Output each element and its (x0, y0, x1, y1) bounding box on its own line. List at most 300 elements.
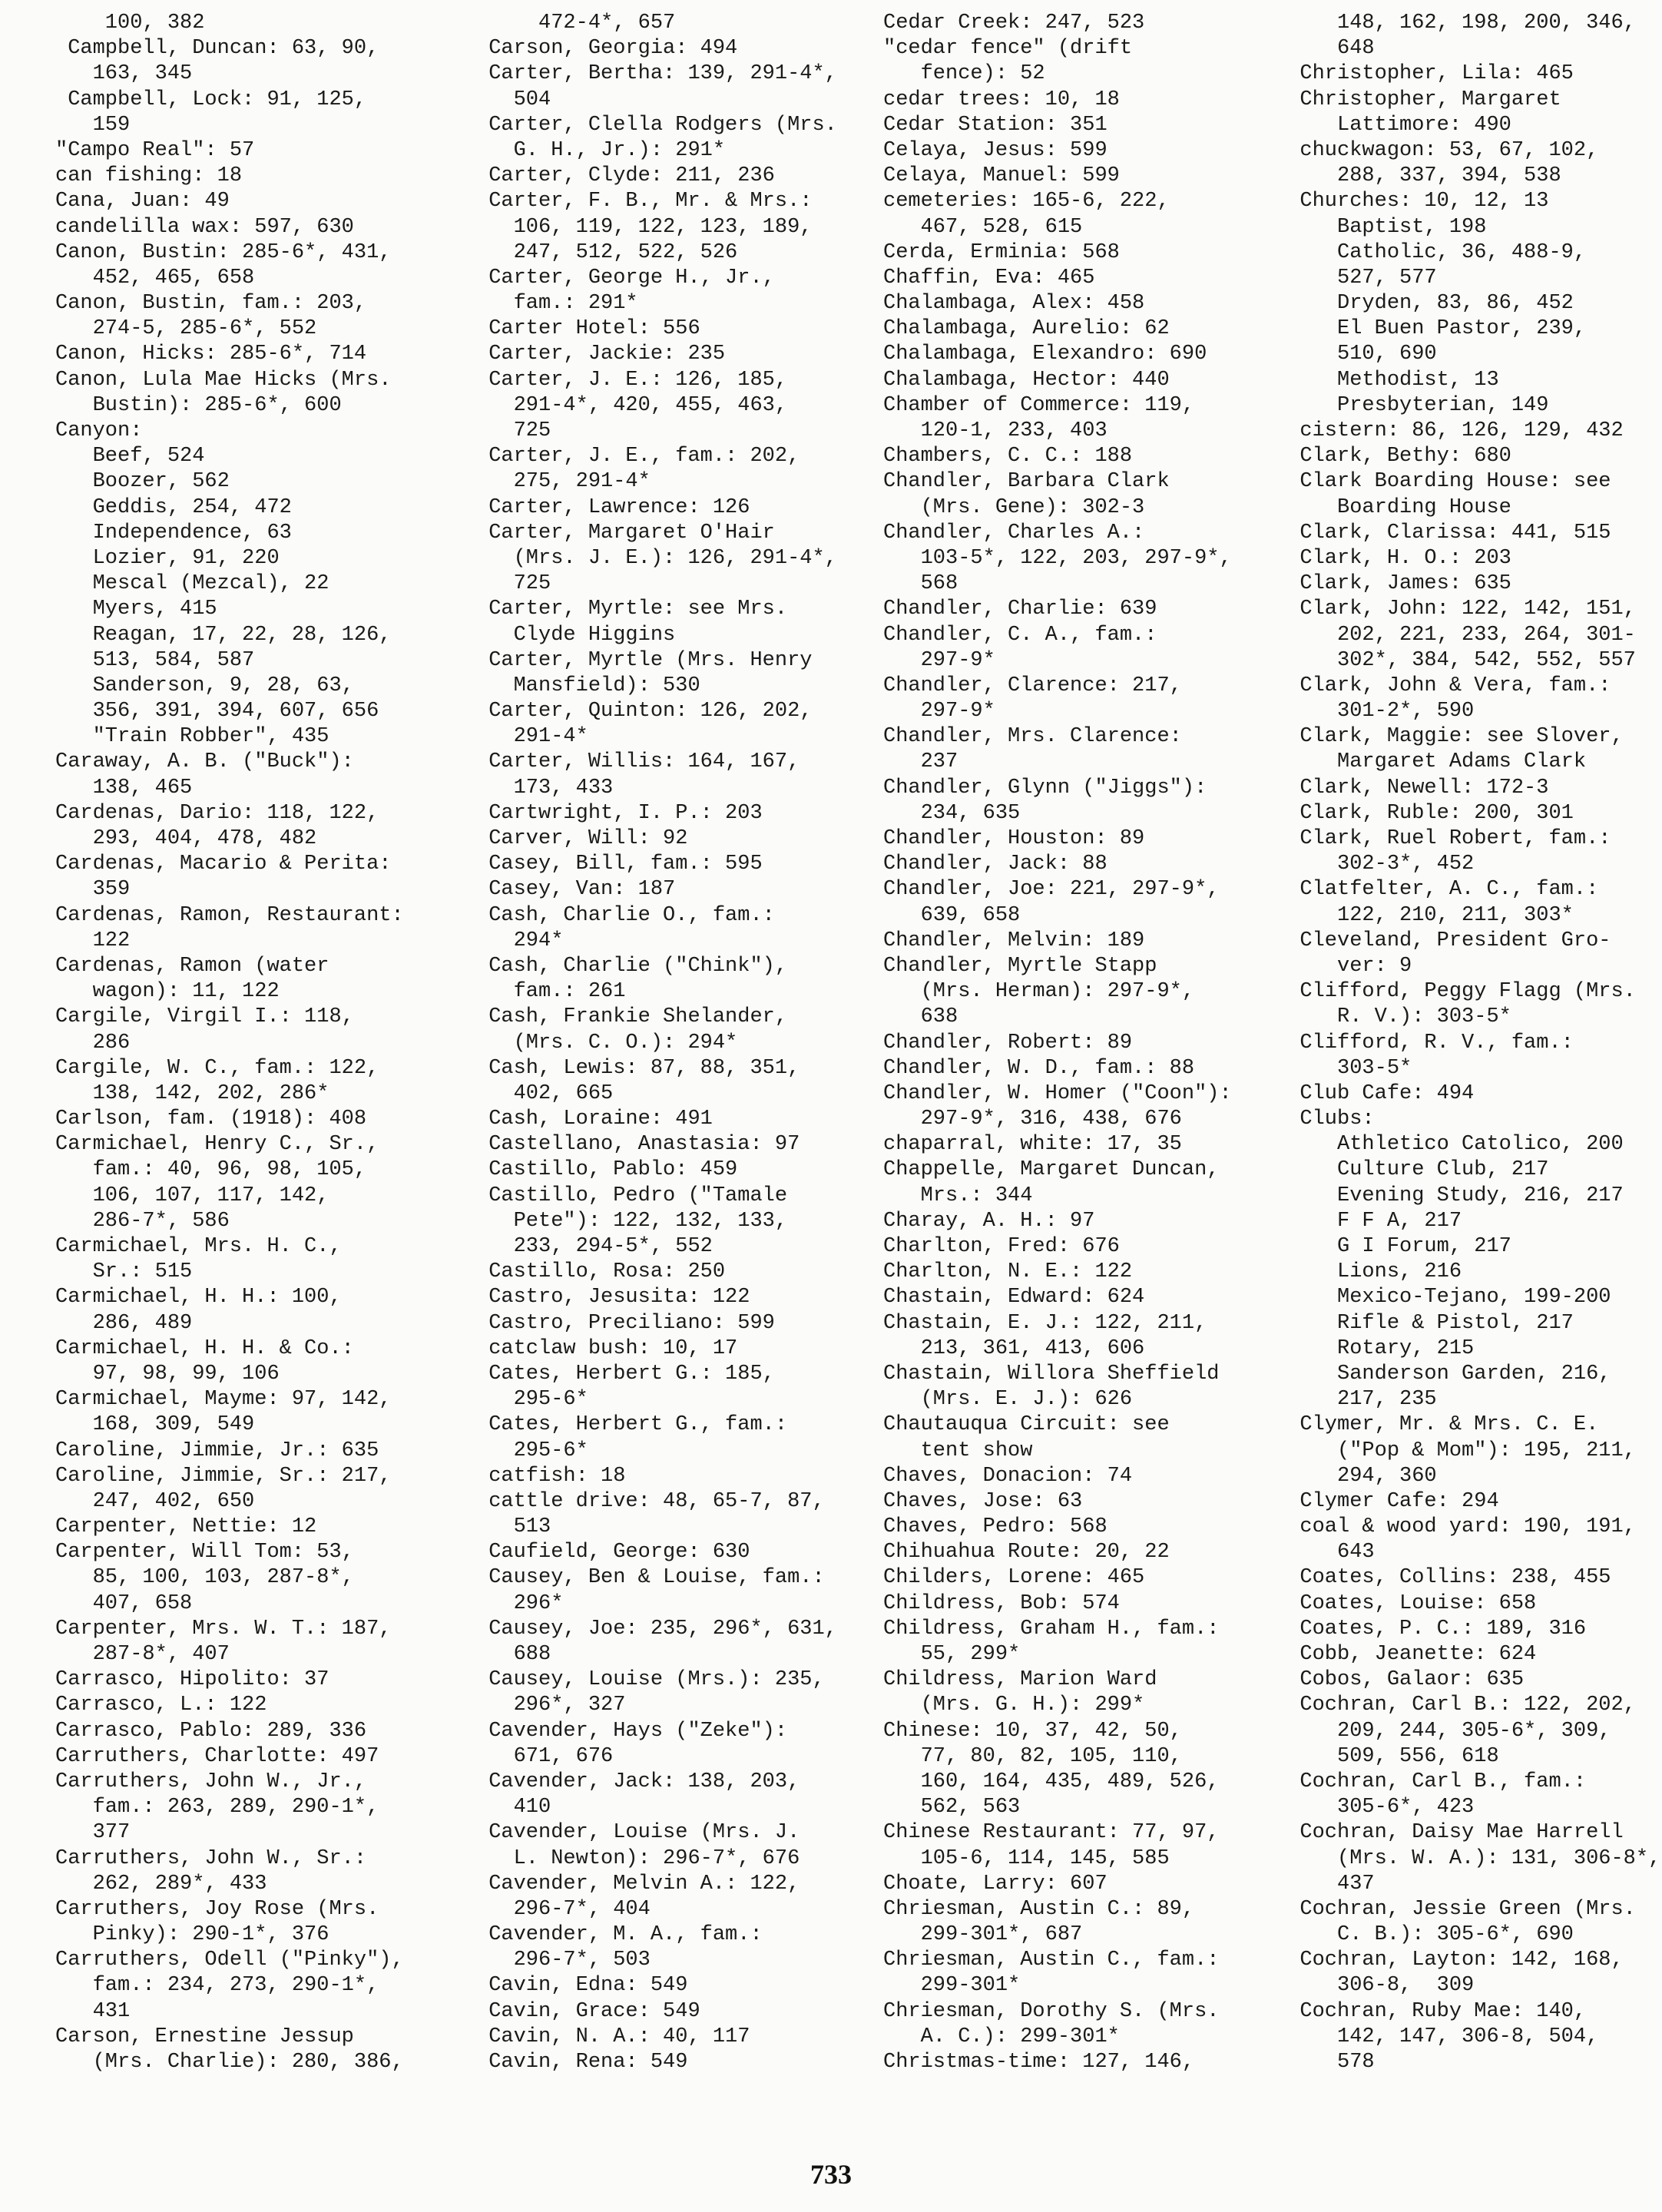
index-entry-line: Clark, Newell: 172-3 (1275, 776, 1549, 800)
index-entry-line: Christopher, Margaret (1275, 88, 1561, 111)
index-entry-line: Carmichael, Henry C., Sr., (55, 1133, 379, 1157)
index-entry-line: cistern: 86, 126, 129, 432 (1275, 419, 1624, 442)
index-entry-line: Culture Club, 217 (1275, 1158, 1549, 1182)
index-entry-line: Charlton, Fred: 676 (883, 1235, 1120, 1258)
index-entry-line: Chaves, Jose: 63 (883, 1489, 1083, 1513)
index-entry-line: Reagan, 17, 22, 28, 126, (55, 623, 392, 647)
index-entry-line: Chalambaga, Hector: 440 (883, 368, 1170, 392)
index-entry-line: Beef, 524 (55, 445, 205, 469)
index-entry-line: Carter, Jackie: 235 (476, 343, 726, 366)
index-entry-line: Carter, F. B., Mr. & Mrs.: (476, 190, 813, 214)
index-entry-line: Cochran, Ruby Mae: 140, (1275, 1999, 1587, 2023)
index-entry-line: fence): 52 (883, 62, 1045, 86)
index-entry-line: R. V.): 303-5* (1275, 1005, 1511, 1029)
index-entry-line: can fishing: 18 (55, 164, 243, 188)
index-entry-line: Cash, Charlie ("Chink"), (476, 954, 788, 978)
index-entry-line: G I Forum, 217 (1275, 1235, 1511, 1258)
index-entry-line: ("Pop & Mom"): 195, 211, (1275, 1439, 1636, 1462)
index-entry-line: 163, 345 (55, 62, 193, 86)
index-entry-line: 233, 294-5*, 552 (476, 1235, 713, 1258)
index-entry-line: Carver, Will: 92 (476, 827, 688, 850)
index-entry-line: Chandler, Jack: 88 (883, 853, 1107, 876)
index-entry-line: Cardenas, Macario & Perita: (55, 853, 392, 876)
index-entry-line: (Mrs. G. H.): 299* (883, 1694, 1145, 1717)
index-entry-line: Baptist, 198 (1275, 215, 1487, 239)
index-entry-line: 527, 577 (1275, 266, 1437, 290)
index-entry-line: 568 (883, 572, 958, 596)
index-entry-line: 288, 337, 394, 538 (1275, 164, 1561, 188)
index-entry-line: Cobb, Jeanette: 624 (1275, 1643, 1537, 1666)
index-entry-line: 510, 690 (1275, 343, 1437, 366)
index-entry-line: 299-301*, 687 (883, 1923, 1083, 1947)
index-entry-line: Mansfield): 530 (476, 674, 700, 697)
index-entry-line: Rotary, 215 (1275, 1336, 1475, 1360)
index-entry-line: Carter, Quinton: 126, 202, (476, 700, 813, 724)
index-entry-line: Caufield, George: 630 (476, 1541, 750, 1565)
index-entry-line: Chandler, Barbara Clark (883, 470, 1170, 494)
index-entry-line: Carter, Myrtle (Mrs. Henry (476, 648, 813, 672)
index-entry-line: Charay, A. H.: 97 (883, 1209, 1095, 1233)
index-entry-line: Sr.: 515 (55, 1260, 193, 1284)
index-entry-line: Chaffin, Eva: 465 (883, 266, 1095, 290)
index-entry-line: 106, 119, 122, 123, 189, (476, 215, 813, 239)
index-entry-line: 296*, 327 (476, 1694, 626, 1717)
index-column-4 (1275, 11, 1659, 2075)
index-entry-line: Carruthers, John W., Sr.: (55, 1846, 367, 1870)
index-entry-line: Campbell, Lock: 91, 125, (55, 88, 367, 111)
index-entry-line: 504 (476, 88, 551, 111)
index-entry-line: 85, 100, 103, 287-8*, (55, 1566, 354, 1590)
index-entry-line: Dryden, 83, 86, 452 (1275, 292, 1574, 316)
index-entry-line: Cavender, M. A., fam.: (476, 1923, 763, 1947)
index-entry-line: Cargile, Virgil I.: 118, (55, 1005, 354, 1029)
index-entry-line: Pinky): 290-1*, 376 (55, 1923, 329, 1947)
index-entry-line: candelilla wax: 597, 630 (55, 215, 354, 239)
index-entry-line: Childress, Graham H., fam.: (883, 1617, 1220, 1641)
index-entry-line: 377 (55, 1821, 131, 1845)
index-entry-line: Methodist, 13 (1275, 368, 1499, 392)
index-entry-line: Cargile, W. C., fam.: 122, (55, 1056, 379, 1080)
index-entry-line: wagon): 11, 122 (55, 980, 280, 1004)
index-entry-line: Childers, Lorene: 465 (883, 1566, 1145, 1590)
index-entry-line: 247, 512, 522, 526 (476, 240, 738, 264)
index-entry-line: 295-6* (476, 1439, 588, 1462)
index-column-1 (55, 11, 439, 2075)
index-entry-line: Coates, P. C.: 189, 316 (1275, 1617, 1587, 1641)
index-entry-line: coal & wood yard: 190, 191, (1275, 1515, 1636, 1539)
index-column-2 (476, 11, 876, 2075)
index-entry-line: 160, 164, 435, 489, 526, (883, 1770, 1220, 1793)
index-entry-line: Independence, 63 (55, 521, 292, 545)
index-entry-line: 402, 665 (476, 1081, 614, 1105)
index-entry-line: 138, 142, 202, 286* (55, 1081, 329, 1105)
index-entry-line: Geddis, 254, 472 (55, 495, 292, 519)
index-entry-line: 247, 402, 650 (55, 1489, 255, 1513)
index-entry-line: Mrs.: 344 (883, 1184, 1033, 1207)
index-entry-line: 100, 382 (55, 12, 205, 35)
index-entry-line: 286 (55, 1031, 131, 1055)
index-entry-line: Campbell, Duncan: 63, 90, (55, 37, 379, 61)
index-entry-line: Cash, Lewis: 87, 88, 351, (476, 1056, 800, 1080)
index-entry-line: Casey, Van: 187 (476, 878, 676, 902)
index-entry-line: Cash, Charlie O., fam.: (476, 903, 775, 927)
index-entry-line: Cavin, Rena: 549 (476, 2051, 688, 2074)
index-entry-line: cemeteries: 165-6, 222, (883, 190, 1170, 214)
index-entry-line: Cavender, Louise (Mrs. J. (476, 1821, 800, 1845)
index-entry-line: Castillo, Pedro ("Tamale (476, 1184, 788, 1207)
index-entry-line: Clark, John: 122, 142, 151, (1275, 598, 1636, 621)
index-entry-line: Carruthers, Odell ("Pinky"), (55, 1949, 404, 1972)
index-entry-line: 297-9*, 316, 438, 676 (883, 1108, 1182, 1131)
index-entry-line: Chandler, Mrs. Clarence: (883, 725, 1182, 749)
index-entry-line: (Mrs. Herman): 297-9*, (883, 980, 1195, 1004)
index-entry-line: Cates, Herbert G., fam.: (476, 1413, 788, 1437)
index-entry-line: Chaves, Donacion: 74 (883, 1464, 1133, 1488)
index-entry-line: (Mrs. J. E.): 126, 291-4*, (476, 546, 837, 570)
index-entry-line: Carpenter, Mrs. W. T.: 187, (55, 1617, 392, 1641)
index-entry-line: Chandler, C. A., fam.: (883, 623, 1157, 647)
index-entry-line: Clyde Higgins (476, 623, 676, 647)
index-entry-line: 55, 299* (883, 1643, 1021, 1666)
index-entry-line: Carter, Bertha: 139, 291-4*, (476, 62, 837, 86)
index-entry-line: Carrasco, Pablo: 289, 336 (55, 1719, 367, 1743)
index-entry-line: Clymer, Mr. & Mrs. C. E. (1275, 1413, 1599, 1437)
index-entry-line: Chandler, Robert: 89 (883, 1031, 1133, 1055)
index-entry-line: Cardenas, Dario: 118, 122, (55, 801, 379, 825)
index-entry-line: 407, 658 (55, 1591, 193, 1615)
index-entry-line: 120-1, 233, 403 (883, 419, 1107, 442)
index-entry-line: 671, 676 (476, 1744, 614, 1768)
index-entry-line: Carter, Clella Rodgers (Mrs. (476, 113, 837, 137)
index-entry-line: Cardenas, Ramon (water (55, 954, 329, 978)
index-entry-line: Chriesman, Austin C.: 89, (883, 1897, 1195, 1921)
index-entry-line: Cavin, Edna: 549 (476, 1974, 688, 1998)
index-entry-line: Carson, Georgia: 494 (476, 37, 738, 61)
index-entry-line: 213, 361, 413, 606 (883, 1336, 1145, 1360)
index-entry-line: 122, 210, 211, 303* (1275, 903, 1574, 927)
index-entry-line: Carrasco, L.: 122 (55, 1694, 267, 1717)
index-entry-line: Chastain, Willora Sheffield (883, 1362, 1220, 1386)
index-entry-line: Sanderson, 9, 28, 63, (55, 674, 354, 697)
index-entry-line: 431 (55, 1999, 131, 2023)
index-entry-line: 122 (55, 929, 131, 952)
index-entry-line: Clark, H. O.: 203 (1275, 546, 1511, 570)
index-entry-line: 297-9* (883, 648, 995, 672)
index-entry-line: 688 (476, 1643, 551, 1666)
index-entry-line: Club Cafe: 494 (1275, 1081, 1475, 1105)
index-entry-line: Cochran, Carl B., fam.: (1275, 1770, 1587, 1793)
index-entry-line: 296-7*, 404 (476, 1897, 651, 1921)
index-entry-line: 291-4*, 420, 455, 463, (476, 393, 788, 417)
index-entry-line: Chappelle, Margaret Duncan, (883, 1158, 1220, 1182)
index-entry-line: Sanderson Garden, 216, (1275, 1362, 1611, 1386)
index-entry-line: Cochran, Jessie Green (Mrs. (1275, 1897, 1636, 1921)
index-entry-line: Carter, J. E.: 126, 185, (476, 368, 788, 392)
index-entry-line: Chandler, Joe: 221, 297-9*, (883, 878, 1220, 902)
index-entry-line: (Mrs. W. A.): 131, 306-8*, (1275, 1846, 1661, 1870)
index-entry-line: Canyon: (55, 419, 143, 442)
index-entry-line: Clymer Cafe: 294 (1275, 1489, 1499, 1513)
index-entry-line: Chambers, C. C.: 188 (883, 445, 1133, 469)
index-entry-line: Chandler, W. D., fam.: 88 (883, 1056, 1195, 1080)
index-entry-line: 202, 221, 233, 264, 301- (1275, 623, 1636, 647)
index-entry-line: Celaya, Jesus: 599 (883, 138, 1107, 162)
index-entry-line: 142, 147, 306-8, 504, (1275, 2025, 1599, 2048)
index-entry-line: Carter, Clyde: 211, 236 (476, 164, 775, 188)
index-entry-line: Carruthers, Charlotte: 497 (55, 1744, 379, 1768)
index-entry-line: "Campo Real": 57 (55, 138, 255, 162)
index-entry-line: Charlton, N. E.: 122 (883, 1260, 1133, 1284)
index-entry-line: Caraway, A. B. ("Buck"): (55, 750, 354, 774)
index-entry-line: Chautauqua Circuit: see (883, 1413, 1170, 1437)
index-entry-line: Pete"): 122, 132, 133, (476, 1209, 788, 1233)
index-entry-line: 293, 404, 478, 482 (55, 827, 317, 850)
index-entry-line: 302*, 384, 542, 552, 557 (1275, 648, 1636, 672)
index-entry-line: Cleveland, President Gro- (1275, 929, 1611, 952)
index-entry-line: 356, 391, 394, 607, 656 (55, 700, 379, 724)
index-entry-line: 275, 291-4* (476, 470, 651, 494)
index-entry-line: Clark, James: 635 (1275, 572, 1511, 596)
index-entry-line: Chandler, W. Homer ("Coon"): (883, 1081, 1232, 1105)
index-entry-line: Catholic, 36, 488-9, (1275, 240, 1587, 264)
index-entry-line: 513, 584, 587 (55, 648, 255, 672)
index-entry-line: 234, 635 (883, 801, 1021, 825)
index-entry-line: Carter, Willis: 164, 167, (476, 750, 800, 774)
index-entry-line: Chandler, Charles A.: (883, 521, 1145, 545)
index-entry-line: Clark, Clarissa: 441, 515 (1275, 521, 1611, 545)
index-entry-line: "cedar fence" (drift (883, 37, 1133, 61)
index-entry-line: Christmas-time: 127, 146, (883, 2051, 1195, 2074)
index-entry-line: 105-6, 114, 145, 585 (883, 1846, 1170, 1870)
index-entry-line: Cedar Station: 351 (883, 113, 1107, 137)
index-entry-line: Chandler, Houston: 89 (883, 827, 1145, 850)
index-entry-line: 138, 465 (55, 776, 193, 800)
index-entry-line: Cavender, Melvin A.: 122, (476, 1872, 800, 1896)
index-entry-line: Causey, Joe: 235, 296*, 631, (476, 1617, 837, 1641)
index-entry-line: 274-5, 285-6*, 552 (55, 317, 317, 341)
index-entry-line: (Mrs. C. O.): 294* (476, 1031, 738, 1055)
index-entry-line: Cobos, Galaor: 635 (1275, 1668, 1525, 1692)
index-entry-line: 639, 658 (883, 903, 1021, 927)
index-entry-line: Chalambaga, Elexandro: 690 (883, 343, 1207, 366)
index-entry-line: Cerda, Erminia: 568 (883, 240, 1120, 264)
index-entry-line: 305-6*, 423 (1275, 1796, 1475, 1820)
page-number: 733 (810, 2159, 852, 2190)
index-entry-line: Causey, Ben & Louise, fam.: (476, 1566, 825, 1590)
index-entry-line: L. Newton): 296-7*, 676 (476, 1846, 800, 1870)
index-entry-line: Chandler, Clarence: 217, (883, 674, 1182, 697)
index-entry-line: Carter, George H., Jr., (476, 266, 775, 290)
index-entry-line: 237 (883, 750, 958, 774)
index-entry-line: Carter, Lawrence: 126 (476, 495, 750, 519)
index-entry-line: 173, 433 (476, 776, 614, 800)
index-entry-line: 297-9* (883, 700, 995, 724)
index-entry-line: 725 (476, 419, 551, 442)
index-entry-line: Carmichael, H. H. & Co.: (55, 1336, 354, 1360)
index-entry-line: 217, 235 (1275, 1388, 1437, 1412)
index-entry-line: Cavin, N. A.: 40, 117 (476, 2025, 750, 2048)
index-entry-line: Clark, Bethy: 680 (1275, 445, 1511, 469)
index-entry-line: "Train Robber", 435 (55, 725, 329, 749)
index-entry-line: Lions, 216 (1275, 1260, 1462, 1284)
index-entry-line: tent show (883, 1439, 1033, 1462)
index-column-3 (883, 11, 1290, 2075)
index-entry-line: 648 (1275, 37, 1375, 61)
index-entry-line: 301-2*, 590 (1275, 700, 1475, 724)
index-entry-line: C. B.): 305-6*, 690 (1275, 1923, 1574, 1947)
index-entry-line: Caroline, Jimmie, Sr.: 217, (55, 1464, 392, 1488)
index-entry-line: Bustin): 285-6*, 600 (55, 393, 342, 417)
index-entry-line: Chamber of Commerce: 119, (883, 393, 1195, 417)
index-entry-line: Carruthers, John W., Jr., (55, 1770, 367, 1793)
index-entry-line: Chriesman, Austin C., fam.: (883, 1949, 1220, 1972)
index-entry-line: Carpenter, Nettie: 12 (55, 1515, 317, 1539)
index-entry-line: 296-7*, 503 (476, 1949, 651, 1972)
index-entry-line: 294* (476, 929, 564, 952)
index-entry-line: Carlson, fam. (1918): 408 (55, 1108, 367, 1131)
index-entry-line: 262, 289*, 433 (55, 1872, 267, 1896)
index-entry-line: Chandler, Melvin: 189 (883, 929, 1145, 952)
index-entry-line: Carter, J. E., fam.: 202, (476, 445, 800, 469)
index-entry-line: 106, 107, 117, 142, (55, 1184, 329, 1207)
index-entry-line: Canon, Lula Mae Hicks (Mrs. (55, 368, 392, 392)
index-entry-line: fam.: 291* (476, 292, 638, 316)
index-entry-line: 638 (883, 1005, 958, 1029)
index-entry-line: Cedar Creek: 247, 523 (883, 12, 1145, 35)
index-entry-line: Chandler, Glynn ("Jiggs"): (883, 776, 1207, 800)
index-entry-line: 296* (476, 1591, 564, 1615)
index-entry-line: Margaret Adams Clark (1275, 750, 1587, 774)
index-entry-line: 77, 80, 82, 105, 110, (883, 1744, 1182, 1768)
index-entry-line: Rifle & Pistol, 217 (1275, 1311, 1574, 1335)
index-entry-line: Carter Hotel: 556 (476, 317, 700, 341)
index-entry-line: 148, 162, 198, 200, 346, (1275, 12, 1636, 35)
index-entry-line: 103-5*, 122, 203, 297-9*, (883, 546, 1232, 570)
index-entry-line: Childress, Bob: 574 (883, 1591, 1120, 1615)
index-entry-line: Castillo, Rosa: 250 (476, 1260, 726, 1284)
index-entry-line: Presbyterian, 149 (1275, 393, 1549, 417)
index-entry-line: Athletico Catolico, 200 (1275, 1133, 1624, 1157)
index-entry-line: 303-5* (1275, 1056, 1412, 1080)
index-entry-line: Cochran, Carl B.: 122, 202, (1275, 1694, 1636, 1717)
index-entry-line: 286, 489 (55, 1311, 193, 1335)
index-entry-line: 286-7*, 586 (55, 1209, 230, 1233)
index-entry-line: Castellano, Anastasia: 97 (476, 1133, 800, 1157)
index-entry-line: Chastain, E. J.: 122, 211, (883, 1311, 1207, 1335)
index-entry-line: Chandler, Charlie: 639 (883, 598, 1157, 621)
index-entry-line: 509, 556, 618 (1275, 1744, 1499, 1768)
index-entry-line: ver: 9 (1275, 954, 1412, 978)
index-entry-line: Clark Boarding House: see (1275, 470, 1611, 494)
index-entry-line: Carmichael, Mayme: 97, 142, (55, 1388, 392, 1412)
index-entry-line: Chinese Restaurant: 77, 97, (883, 1821, 1220, 1845)
index-entry-line: Cavin, Grace: 549 (476, 1999, 700, 2023)
index-entry-line: Canon, Bustin: 285-6*, 431, (55, 240, 392, 264)
index-entry-line: Lozier, 91, 220 (55, 546, 280, 570)
index-entry-line: Clark, Ruble: 200, 301 (1275, 801, 1574, 825)
index-entry-line: cattle drive: 48, 65-7, 87, (476, 1489, 825, 1513)
index-entry-line: Cochran, Daisy Mae Harrell (1275, 1821, 1624, 1845)
index-entry-line: (Mrs. Gene): 302-3 (883, 495, 1145, 519)
index-entry-line: A. C.): 299-301* (883, 2025, 1120, 2048)
index-entry-line: Cash, Frankie Shelander, (476, 1005, 788, 1029)
index-entry-line: Clatfelter, A. C., fam.: (1275, 878, 1599, 902)
index-entry-line: 299-301* (883, 1974, 1021, 1998)
index-entry-line: F F A, 217 (1275, 1209, 1462, 1233)
index-entry-line: Carpenter, Will Tom: 53, (55, 1541, 354, 1565)
index-entry-line: Mexico-Tejano, 199-200 (1275, 1286, 1611, 1310)
index-entry-line: Churches: 10, 12, 13 (1275, 190, 1549, 214)
index-entry-line: Clark, Maggie: see Slover, (1275, 725, 1624, 749)
index-entry-line: Chalambaga, Aurelio: 62 (883, 317, 1170, 341)
index-entry-line: 159 (55, 113, 131, 137)
index-entry-line: Myers, 415 (55, 598, 217, 621)
index-entry-line: 287-8*, 407 (55, 1643, 230, 1666)
index-entry-line: Clark, John & Vera, fam.: (1275, 674, 1611, 697)
index-entry-line: fam.: 263, 289, 290-1*, (55, 1796, 379, 1820)
index-entry-line: Chinese: 10, 37, 42, 50, (883, 1719, 1182, 1743)
index-entry-line: Childress, Marion Ward (883, 1668, 1157, 1692)
index-entry-line: 725 (476, 572, 551, 596)
index-entry-line: Evening Study, 216, 217 (1275, 1184, 1624, 1207)
index-entry-line: Causey, Louise (Mrs.): 235, (476, 1668, 825, 1692)
index-entry-line: Chandler, Myrtle Stapp (883, 954, 1157, 978)
index-entry-line: Celaya, Manuel: 599 (883, 164, 1120, 188)
index-entry-line: Clubs: (1275, 1108, 1375, 1131)
index-entry-line: Christopher, Lila: 465 (1275, 62, 1574, 86)
index-entry-line: G. H., Jr.): 291* (476, 138, 726, 162)
index-entry-line: Clifford, R. V., fam.: (1275, 1031, 1574, 1055)
index-entry-line: Clark, Ruel Robert, fam.: (1275, 827, 1611, 850)
index-entry-line: 359 (55, 878, 131, 902)
index-entry-line: Coates, Collins: 238, 455 (1275, 1566, 1611, 1590)
index-entry-line: Cardenas, Ramon, Restaurant: (55, 903, 404, 927)
index-entry-line: chuckwagon: 53, 67, 102, (1275, 138, 1599, 162)
index-entry-line: Canon, Bustin, fam.: 203, (55, 292, 367, 316)
index-entry-line: Cochran, Layton: 142, 168, (1275, 1949, 1624, 1972)
index-entry-line: Clifford, Peggy Flagg (Mrs. (1275, 980, 1636, 1004)
index-entry-line: 306-8, 309 (1275, 1974, 1475, 1998)
index-entry-line: El Buen Pastor, 239, (1275, 317, 1587, 341)
index-entry-line: 437 (1275, 1872, 1375, 1896)
index-entry-line: Cavender, Hays ("Zeke"): (476, 1719, 788, 1743)
index-entry-line: Castillo, Pablo: 459 (476, 1158, 738, 1182)
index-entry-line: 302-3*, 452 (1275, 853, 1475, 876)
index-entry-line: 295-6* (476, 1388, 588, 1412)
index-entry-line: Castro, Jesusita: 122 (476, 1286, 750, 1310)
index-entry-line: catclaw bush: 10, 17 (476, 1336, 738, 1360)
index-entry-line: Carrasco, Hipolito: 37 (55, 1668, 329, 1692)
index-entry-line: 410 (476, 1796, 551, 1820)
index-entry-line: Carson, Ernestine Jessup (55, 2025, 354, 2048)
index-entry-line: Carruthers, Joy Rose (Mrs. (55, 1897, 379, 1921)
index-entry-line: cedar trees: 10, 18 (883, 88, 1120, 111)
index-entry-line: 467, 528, 615 (883, 215, 1083, 239)
index-entry-line: (Mrs. Charlie): 280, 386, (55, 2051, 404, 2074)
index-entry-line: 643 (1275, 1541, 1375, 1565)
index-entry-line: Lattimore: 490 (1275, 113, 1511, 137)
index-entry-line: Cartwright, I. P.: 203 (476, 801, 763, 825)
index-entry-line: Carter, Myrtle: see Mrs. (476, 598, 788, 621)
index-entry-line: 97, 98, 99, 106 (55, 1362, 280, 1386)
index-entry-line: 472-4*, 657 (476, 12, 676, 35)
index-entry-line: Chaves, Pedro: 568 (883, 1515, 1107, 1539)
index-entry-line: 168, 309, 549 (55, 1413, 255, 1437)
index-entry-line: Chalambaga, Alex: 458 (883, 292, 1145, 316)
index-entry-line: Carmichael, H. H.: 100, (55, 1286, 342, 1310)
index-entry-line: Chastain, Edward: 624 (883, 1286, 1145, 1310)
index-entry-line: Coates, Louise: 658 (1275, 1591, 1537, 1615)
